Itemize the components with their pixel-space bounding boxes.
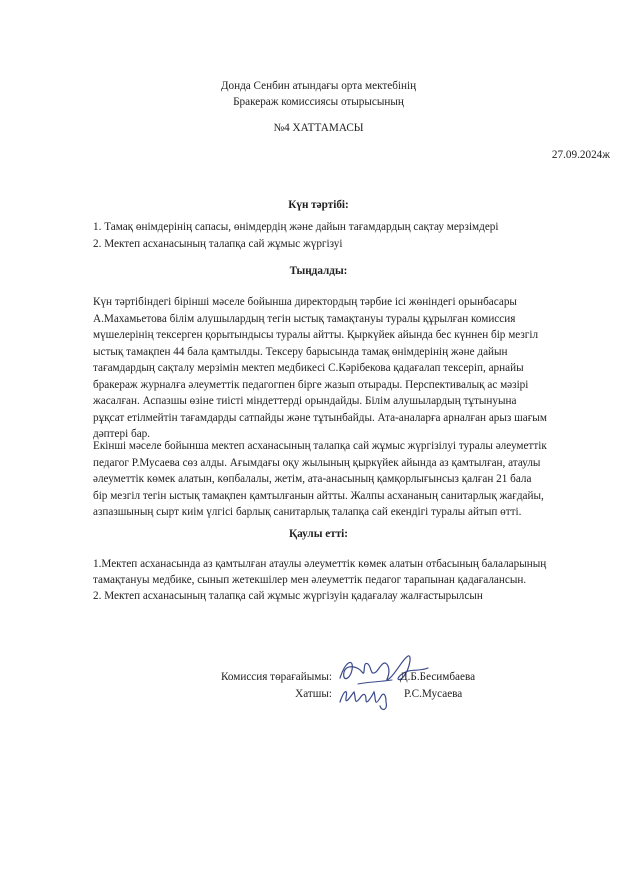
agenda-heading: Күн тәртібі: [288, 199, 349, 211]
agenda-item-1: 1. Тамақ өнімдерінің сапасы, өнімдердің және дайын тағамдардың сақтау мерзімдері [93, 221, 499, 233]
secretary-signature-icon [336, 676, 406, 714]
paragraph-line: Күн тәртібіндегі бірінші мәселе бойынша директордың тәрбие ісі жөніндегі орынбасары [93, 296, 517, 308]
commission-name: Бракераж комиссиясы отырысының [233, 96, 404, 108]
paragraph-line: дәптері бар. [93, 428, 151, 440]
paragraph-line: тағамдардың сақталу мерзімін мектеп медбикесі С.Кәрібекова қадағалап тексеріп, арнайы [93, 362, 524, 374]
paragraph-line: бракераж журналға әлеуметтік педагогпен бірге жазып отырады. Перспективалық ас мәзірі [93, 378, 529, 391]
secretary-label: Хатшы: [295, 688, 332, 700]
decided-list [93, 556, 546, 604]
school-name: Донда Сенбин атындағы орта мектебінің [220, 80, 417, 92]
paragraph-line: азпазшының сырт киім үлгісі барлық санитарлық талапқа сай екендігі туралы айтып өтті. [93, 506, 522, 518]
decision-line: 1.Мектеп асханасында аз қамтылған атаулы әлеуметтік көмек алатын отбасының балаларының [93, 558, 547, 570]
document-date: 27.09.2024ж [551, 149, 610, 161]
paragraph-line: Екінші мәселе бойынша мектеп асханасының талапқа сай жұмыс жүргізілуі туралы әлеуметтік [93, 440, 547, 452]
chair-label: Комиссия төрағайымы: [220, 671, 332, 683]
paragraph-line: мүшелерінің тексерген қорытындысы туралы айтты. Қыркүйек айында бес күннен бір мезгіл [93, 329, 539, 341]
agenda-item-2: 2. Мектеп асханасының талапқа сай жұмыс жүргізуі [93, 238, 343, 250]
document-title: №4 ХАТТАМАСЫ [273, 122, 364, 134]
paragraph-line: А.Махамьетова білім алушылардың тегін ыстық тамақтануы туралы құрылған комиссия [93, 312, 516, 325]
paragraph-line: ыстық тамақпен 44 бала қамтылды. Тексеру барысында тамақ өнімдерінің және дайын [93, 345, 508, 358]
paragraph-line: рұқсат етілмейтін тағамдарды сатпайды және тұтынбайды. Ата-аналарға арналған арыз шағым [93, 411, 547, 424]
chair-name: Д.Б.Бесимбаева [400, 671, 476, 683]
heard-paragraph-1 [93, 294, 547, 443]
paragraph-line: педагог Р.Мусаева сөз алды. Ағымдағы оқу жылының қыркүйек айында аз қамтылған, атаулы [93, 456, 541, 469]
heard-paragraph-2 [93, 438, 547, 521]
decided-heading: Қаулы етті: [288, 528, 349, 540]
secretary-name: Р.С.Мусаева [404, 688, 463, 700]
decision-line: 2. Мектеп асханасының талапқа сай жұмыс жүргізуін қадағалау жалғастырылсын [93, 590, 483, 602]
heard-heading: Тыңдалды: [289, 265, 348, 277]
decision-line: тамақтануы медбике, сынып жетекшілер мен әлеуметтік педагог тарапынан қадағалансын. [93, 574, 527, 586]
paragraph-line: бір мезгіл тегін ыстық тамақпен қамтылғанын айтты. Жалпы асхананың санитарлық жағдайы, [93, 489, 544, 502]
paragraph-line: жасалған. Аспазшы өзіне тиісті міндеттерді орындайды. Білім алушылардың тұтынуына [93, 395, 517, 407]
paragraph-line: әлеуметтік көмек алатын, көпбалалы, жетім, ата-анасының қамқорлығынсыз қалған 21 бала [93, 473, 532, 485]
